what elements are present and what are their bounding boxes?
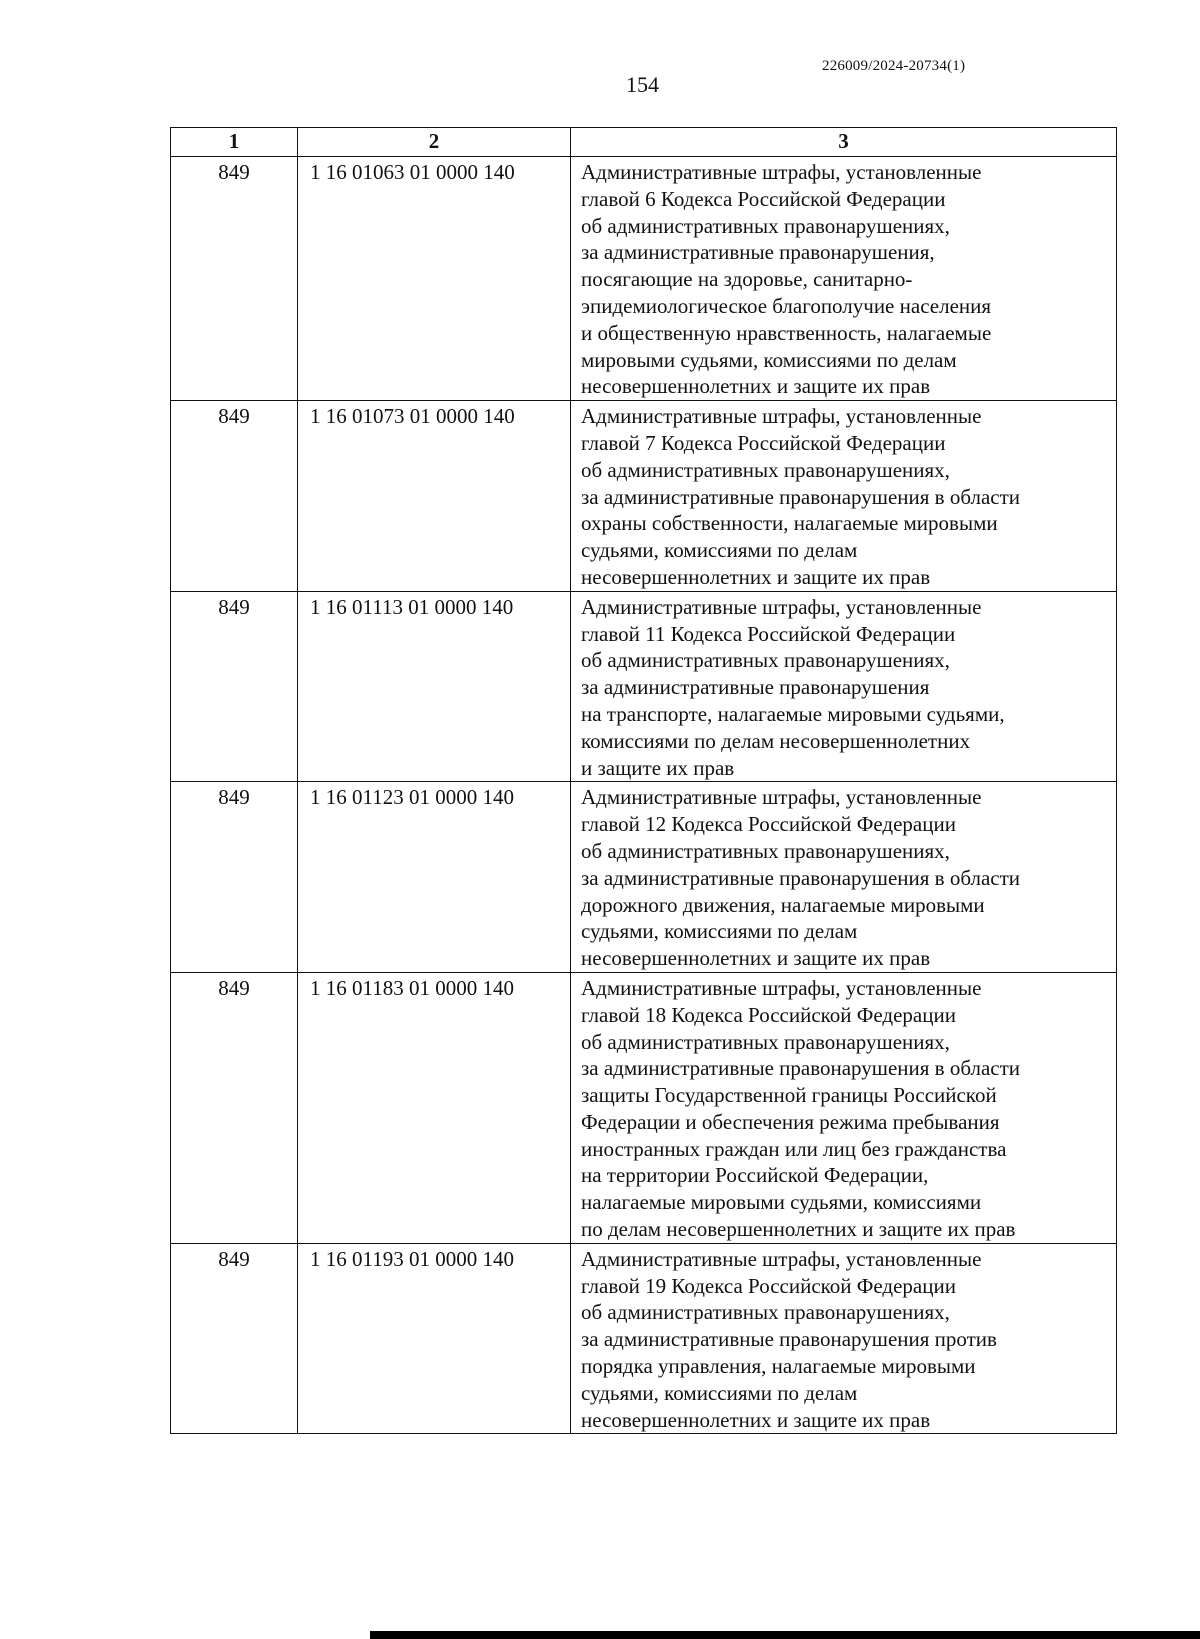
description-cell <box>571 157 1117 401</box>
description-line: главой 11 Кодекса Российской Федерации <box>581 621 956 646</box>
admin-code-cell: 849 <box>171 972 298 1243</box>
description-line: Федерации и обеспечения режима пребывания <box>581 1109 1000 1134</box>
description-line: Административные штрафы, установленные <box>581 594 982 619</box>
table-body <box>171 157 1117 1434</box>
description-line: несовершеннолетних и защите их прав <box>581 564 931 589</box>
description-line: охраны собственности, налагаемые мировыми <box>581 511 998 536</box>
description-cell <box>571 782 1117 973</box>
budget-classification-code-cell: 1 16 01063 01 0000 140 <box>298 157 571 401</box>
column-header-2: 2 <box>298 128 571 157</box>
admin-code-cell: 849 <box>171 1243 298 1434</box>
description-line: несовершеннолетних и защите их прав <box>581 374 931 399</box>
description-line: главой 19 Кодекса Российской Федерации <box>581 1273 956 1298</box>
description-line: эпидемиологическое благополучие населения <box>581 293 992 318</box>
description-line: мировыми судьями, комиссиями по делам <box>581 347 957 372</box>
budget-classification-code-cell: 1 16 01073 01 0000 140 <box>298 401 571 592</box>
description-line: и общественную нравственность, налагаемые <box>581 320 992 345</box>
description-line: об административных правонарушениях, <box>581 838 950 863</box>
document-registration-number: 226009/2024-20734(1) <box>822 58 966 74</box>
description-line: главой 6 Кодекса Российской Федерации <box>581 186 946 211</box>
column-header-3: 3 <box>571 128 1117 157</box>
description-line: Административные штрафы, установленные <box>581 975 982 1000</box>
description-cell <box>571 972 1117 1243</box>
description-line: главой 7 Кодекса Российской Федерации <box>581 430 946 455</box>
description-line: судьями, комиссиями по делам <box>581 919 858 944</box>
description-line: Административные штрафы, установленные <box>581 1246 982 1271</box>
budget-classification-code-cell: 1 16 01183 01 0000 140 <box>298 972 571 1243</box>
description-line: и защите их прав <box>581 755 735 780</box>
description-line: иностранных граждан или лиц без гражданства <box>581 1136 1007 1161</box>
table-header-row <box>171 128 1117 157</box>
description-line: за административные правонарушения <box>581 675 930 700</box>
description-line: посягающие на здоровье, санитарно- <box>581 267 913 292</box>
table-row <box>171 782 1117 973</box>
admin-code-cell: 849 <box>171 157 298 401</box>
description-cell <box>571 591 1117 782</box>
description-line: порядка управления, налагаемые мировыми <box>581 1354 976 1379</box>
table-header <box>171 128 1117 157</box>
description-line: главой 18 Кодекса Российской Федерации <box>581 1002 956 1027</box>
description-line: об административных правонарушениях, <box>581 457 950 482</box>
description-line: Административные штрафы, установленные <box>581 785 982 810</box>
description-line: дорожного движения, налагаемые мировыми <box>581 892 985 917</box>
scan-edge-rule <box>370 1631 1200 1639</box>
description-line: главой 12 Кодекса Российской Федерации <box>581 812 956 837</box>
description-line: об административных правонарушениях, <box>581 1300 950 1325</box>
description-line: об административных правонарушениях, <box>581 648 950 673</box>
description-line: на транспорте, налагаемые мировыми судьями, <box>581 701 1005 726</box>
budget-classification-code-cell: 1 16 01123 01 0000 140 <box>298 782 571 973</box>
budget-classification-code-cell: 1 16 01193 01 0000 140 <box>298 1243 571 1434</box>
description-line: об административных правонарушениях, <box>581 213 950 238</box>
description-line: на территории Российской Федерации, <box>581 1163 929 1188</box>
description-line: за административные правонарушения в области <box>581 484 1021 509</box>
admin-code-cell: 849 <box>171 401 298 592</box>
page-number: 154 <box>626 72 659 97</box>
description-line: защиты Государственной границы Российской <box>581 1083 997 1108</box>
description-cell <box>571 1243 1117 1434</box>
description-line: несовершеннолетних и защите их прав <box>581 946 931 971</box>
description-line: по делам несовершеннолетних и защите их прав <box>581 1217 1016 1242</box>
table-row <box>171 972 1117 1243</box>
description-line: судьями, комиссиями по делам <box>581 1380 858 1405</box>
budget-code-table <box>170 127 1117 1434</box>
description-line: об административных правонарушениях, <box>581 1029 950 1054</box>
table-row <box>171 1243 1117 1434</box>
table-row <box>171 157 1117 401</box>
description-line: несовершеннолетних и защите их прав <box>581 1407 931 1432</box>
column-header-1: 1 <box>171 128 298 157</box>
description-line: Административные штрафы, установленные <box>581 404 982 429</box>
table-row <box>171 401 1117 592</box>
description-line: комиссиями по делам несовершеннолетних <box>581 728 971 753</box>
table-row <box>171 591 1117 782</box>
admin-code-cell: 849 <box>171 591 298 782</box>
description-line: за административные правонарушения, <box>581 240 935 265</box>
description-line: Административные штрафы, установленные <box>581 160 982 184</box>
description-line: за административные правонарушения в области <box>581 1056 1021 1081</box>
description-line: налагаемые мировыми судьями, комиссиями <box>581 1190 982 1215</box>
admin-code-cell: 849 <box>171 782 298 973</box>
description-line: за административные правонарушения в области <box>581 865 1021 890</box>
description-line: за административные правонарушения против <box>581 1327 997 1352</box>
budget-classification-code-cell: 1 16 01113 01 0000 140 <box>298 591 571 782</box>
description-cell <box>571 401 1117 592</box>
description-line: судьями, комиссиями по делам <box>581 538 858 563</box>
